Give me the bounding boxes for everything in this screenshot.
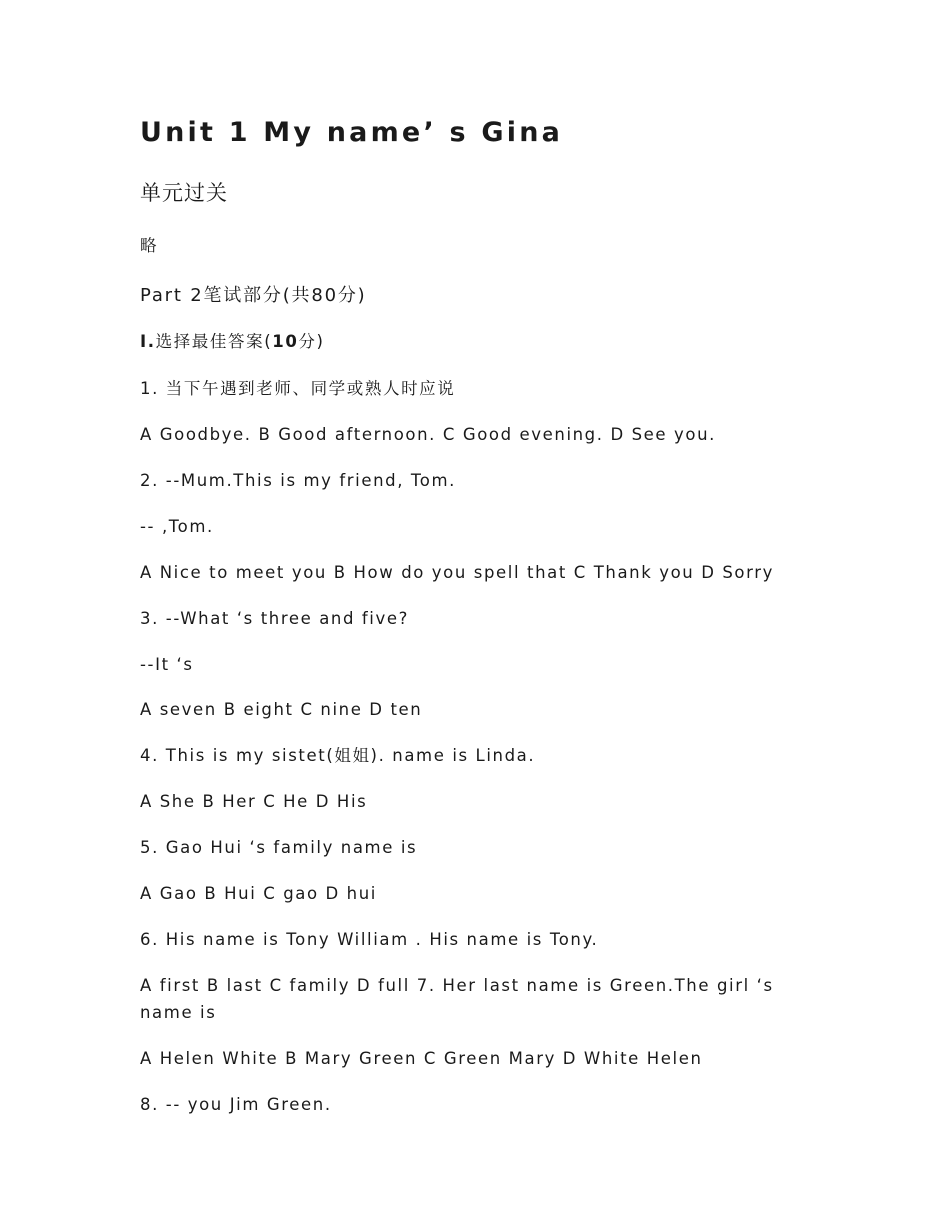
question-line: 2. --Mum.This is my friend, Tom. <box>140 471 457 490</box>
omitted-note: 略 <box>140 236 159 255</box>
document-title: Unit 1 My name’ s Gina <box>140 117 564 148</box>
question-line: 6. His name is Tony William . His name is Tony. <box>140 930 599 949</box>
option-line: A She B Her C He D His <box>140 792 368 811</box>
option-line: A seven B eight C nine D ten <box>140 700 423 719</box>
option-line: A Nice to meet you B How do you spell that C Thank you D Sorry <box>140 563 774 582</box>
answer-line: --It ‘s <box>140 655 194 674</box>
section-numeral: I. <box>140 332 156 351</box>
section-text: 选择最佳答案( <box>155 332 273 351</box>
option-question-line: A first B last C family D full 7. Her last name is Green.The girl ‘s name is <box>140 976 774 1022</box>
document-subtitle: 单元过关 <box>140 181 228 205</box>
option-line: A Gao B Hui C gao D hui <box>140 884 377 903</box>
section-text-end: 分) <box>298 332 325 351</box>
option-line: A Helen White B Mary Green C Green Mary D White Helen <box>140 1049 703 1068</box>
section-heading <box>140 328 325 355</box>
part-heading: Part 2笔试部分(共80分) <box>140 285 367 306</box>
question-line: 5. Gao Hui ‘s family name is <box>140 838 418 857</box>
section-score: 10 <box>272 332 299 351</box>
question-line: 3. --What ‘s three and five? <box>140 609 409 628</box>
question-line: 4. This is my sistet(姐姐). name is Linda. <box>140 746 536 765</box>
question-line: 8. -- you Jim Green. <box>140 1095 332 1114</box>
option-line: A Goodbye. B Good afternoon. C Good evening. D See you. <box>140 425 716 444</box>
answer-line: -- ,Tom. <box>140 517 214 536</box>
question-line: 1. 当下午遇到老师、同学或熟人时应说 <box>140 379 456 398</box>
